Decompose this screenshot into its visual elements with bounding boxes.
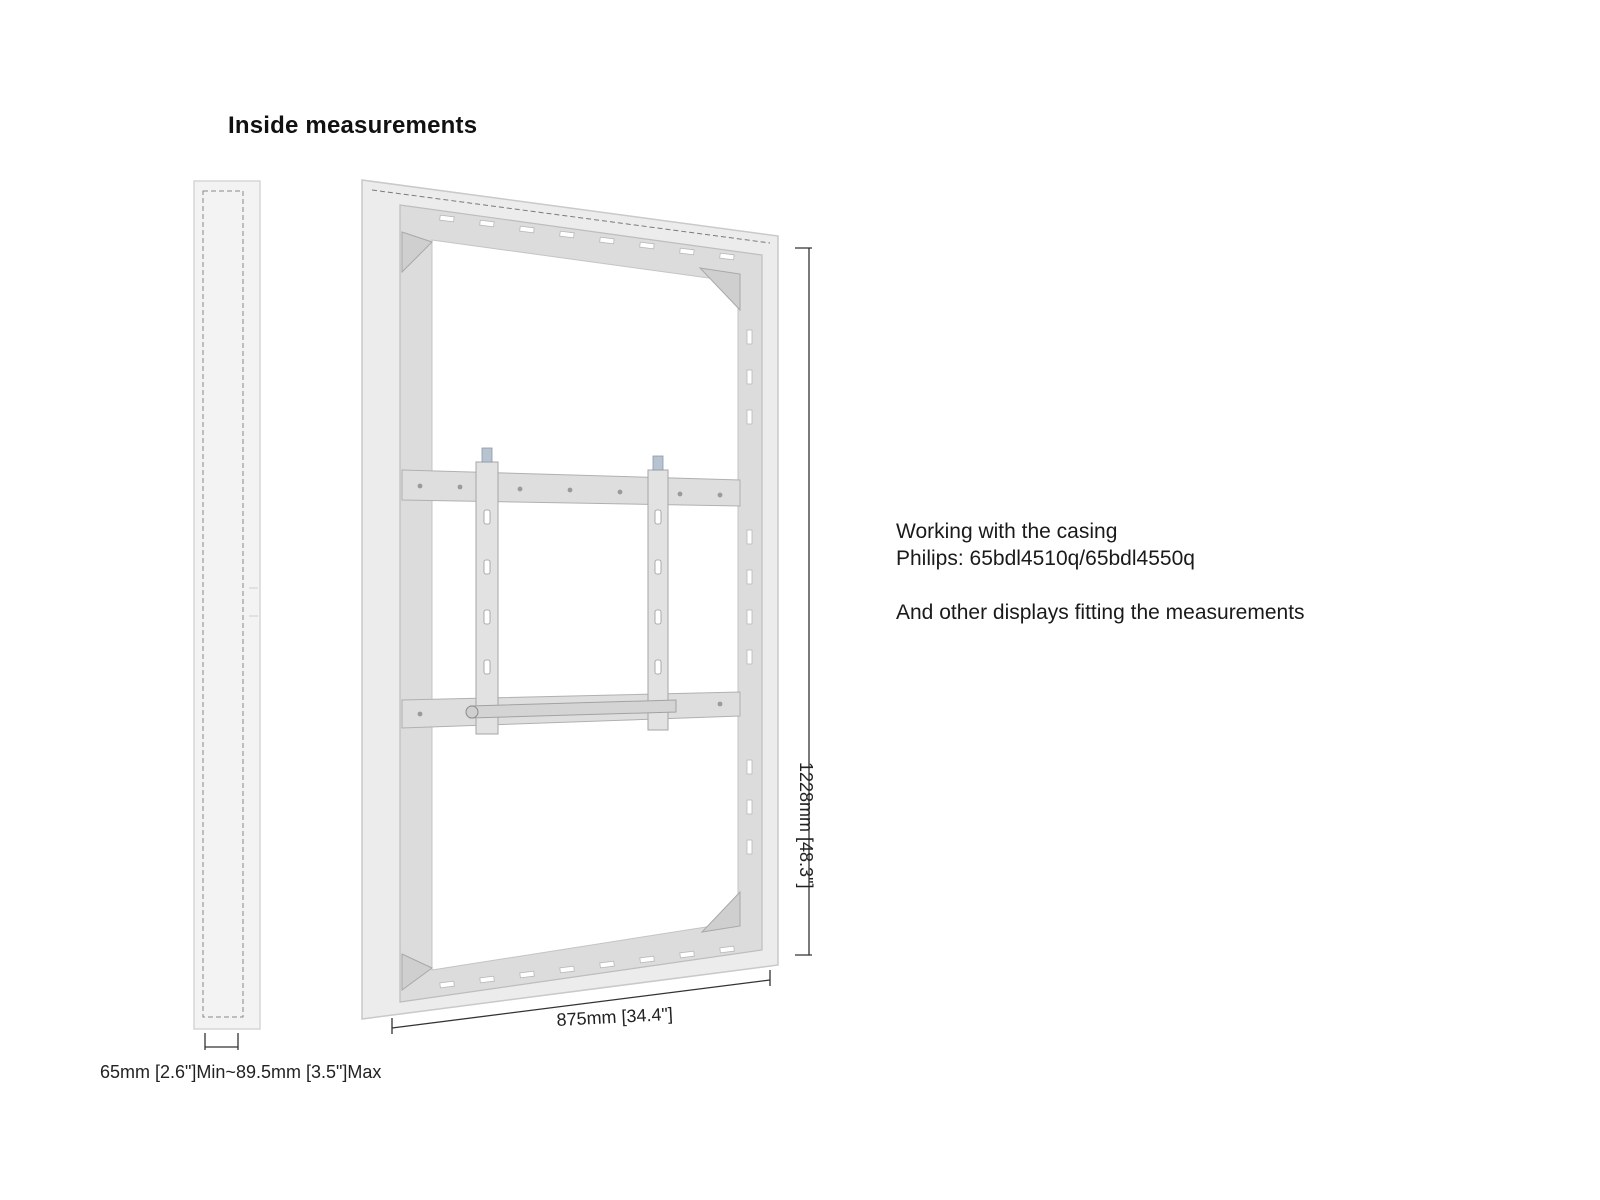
depth-dimension-line xyxy=(205,1033,238,1050)
info-spacer xyxy=(896,572,1305,599)
depth-dimension-label: 65mm [2.6"]Min~89.5mm [3.5"]Max xyxy=(100,1062,382,1082)
info-line-other: And other displays fitting the measurements xyxy=(896,601,1305,624)
compatibility-info xyxy=(896,518,1305,626)
info-line-models: Philips: 65bdl4510q/65bdl4550q xyxy=(896,547,1195,570)
casing-front-view xyxy=(362,180,778,1019)
page-title: Inside measurements xyxy=(228,112,478,139)
casing-side-view xyxy=(194,181,260,1029)
height-dimension-label: 1228mm [48.3"] xyxy=(796,762,816,889)
info-line-casing: Working with the casing xyxy=(896,520,1118,543)
width-dimension-label: 875mm [34.4"] xyxy=(556,1003,674,1030)
